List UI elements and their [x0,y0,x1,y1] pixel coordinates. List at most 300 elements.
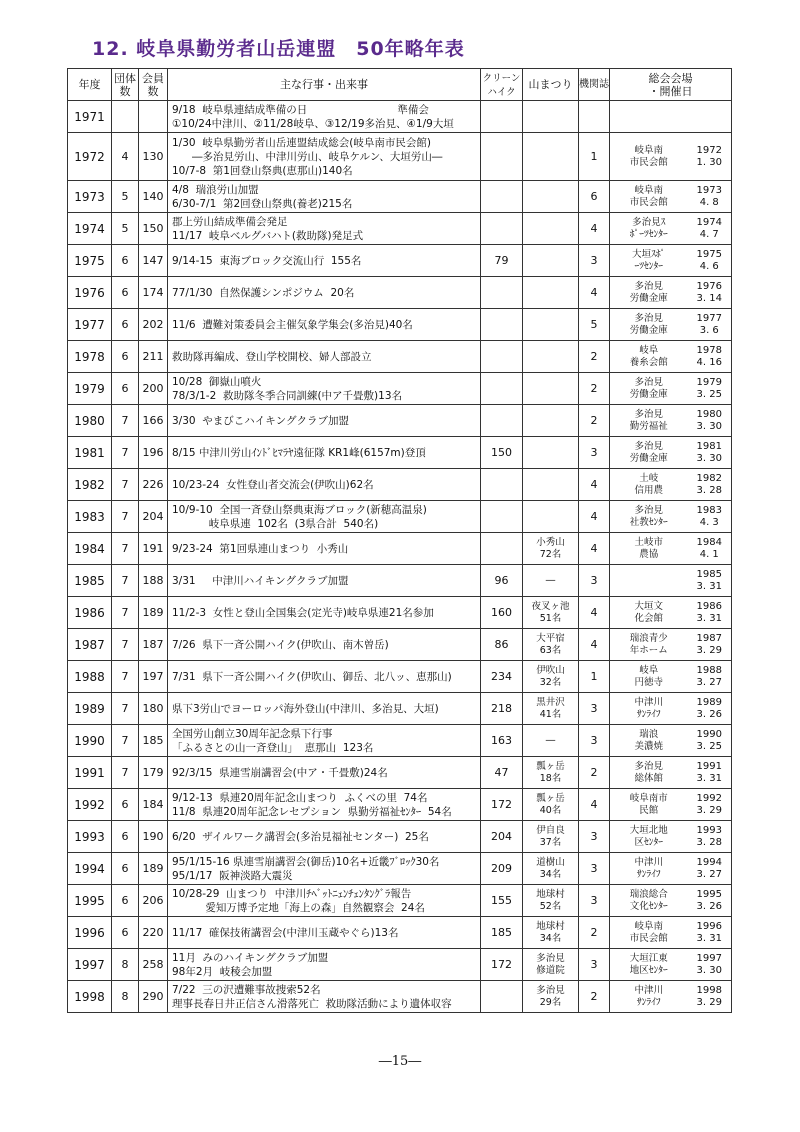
groups-cell-text: 6 [121,254,129,267]
event-line: 11月 みのハイキングクラブ加盟 [172,951,329,964]
matsuri-cell [523,789,579,821]
members-cell [139,629,168,661]
date-cell-text: 1993 3. 28 [696,824,722,848]
year-cell-text: 1978 [74,349,105,364]
cleanup-cell-text: 163 [491,734,512,747]
date-cell [688,757,732,789]
table-row [68,789,732,821]
venue-cell-text: 岐阜南 市民会館 [629,184,668,208]
date-cell-text: 1977 3. 6 [696,312,722,336]
year-cell [68,341,112,373]
date-cell-text: 1979 3. 25 [696,376,722,400]
date-cell-text: 1973 4. 8 [696,184,722,208]
journal-cell-text: 2 [590,990,598,1003]
journal-cell [579,853,610,885]
groups-cell [112,949,139,981]
members-cell [139,981,168,1013]
year-cell [68,213,112,245]
year-cell-text: 1983 [74,509,105,524]
cleanup-cell [481,501,523,533]
year-cell [68,533,112,565]
groups-cell [112,661,139,693]
matsuri-cell [523,853,579,885]
event-line: 11/2-3 女性と登山全国集会(定光寺)岐阜県連21名参加 [172,606,434,619]
journal-cell-text: 3 [590,254,598,267]
cleanup-cell [481,789,523,821]
year-cell-text: 1985 [74,573,105,588]
venue-cell [610,245,688,277]
groups-cell [112,101,139,133]
groups-cell-text: 7 [121,702,129,715]
matsuri-cell [523,341,579,373]
members-cell [139,789,168,821]
venue-cell [610,437,688,469]
cleanup-cell-text: 218 [491,702,512,715]
members-cell [139,821,168,853]
event-line: 78/3/1-2 救助隊冬季合同訓練(中ア千畳敷)13名 [172,389,402,402]
venue-cell-text: 岐阜南 市民会館 [629,144,668,168]
header-events: 主な行事・出来事 [168,69,481,101]
date-cell-text: 1982 3. 28 [696,472,722,496]
year-cell-text: 1997 [74,957,105,972]
groups-cell-text: 6 [121,798,129,811]
date-cell [688,629,732,661]
journal-cell-text: 2 [590,414,598,427]
journal-cell [579,725,610,757]
groups-cell-text: 7 [121,414,129,427]
groups-cell-text: 6 [121,830,129,843]
venue-cell-text: 岐阜南市 民館 [629,792,668,816]
header-year: 年度 [68,69,112,101]
date-cell-text: 1987 3. 29 [696,632,722,656]
year-cell-text: 1987 [74,637,105,652]
venue-cell-text: 多治見 勤労福祉 [629,408,668,432]
event-line: 6/20 ザイルワーク講習会(多治見福祉センター) 25名 [172,830,429,843]
venue-cell-text: 多治見ｽ ﾎﾟｰﾂｾﾝﾀｰ [629,216,668,240]
cleanup-cell-text: 204 [491,830,512,843]
matsuri-cell [523,101,579,133]
table-row [68,821,732,853]
year-cell-text: 1973 [74,189,105,204]
cleanup-cell [481,565,523,597]
date-cell [688,725,732,757]
event-line: 3/31 中津川ハイキングクラブ加盟 [172,574,349,587]
events-cell [168,405,481,437]
cleanup-cell [481,101,523,133]
groups-cell [112,629,139,661]
groups-cell-text: 7 [121,606,129,619]
event-line: 4/8 瑞浪労山加盟 [172,183,259,196]
date-cell [688,405,732,437]
cleanup-cell [481,693,523,725]
events-cell [168,949,481,981]
date-cell [688,789,732,821]
journal-cell-text: 4 [590,542,598,555]
venue-cell-text: 大垣文 化会館 [634,600,663,624]
date-cell-text: 1974 4. 7 [696,216,722,240]
header-matsuri: 山まつり [523,69,579,101]
groups-cell [112,981,139,1013]
journal-cell [579,661,610,693]
matsuri-cell-text: 道樹山 34名 [536,856,565,880]
cleanup-cell [481,981,523,1013]
venue-cell-text: 瑞浪 美濃焼 [634,728,663,752]
table-body [68,101,732,1013]
year-cell [68,757,112,789]
members-cell [139,341,168,373]
table-row [68,661,732,693]
groups-cell-text: 4 [121,150,129,163]
cleanup-cell [481,949,523,981]
event-line: 95/1/17 阪神淡路大震災 [172,869,293,882]
cleanup-cell [481,213,523,245]
journal-cell-text: 1 [590,150,598,163]
events-cell [168,917,481,949]
header-groups [112,69,139,101]
members-cell [139,309,168,341]
members-cell-text: 179 [142,766,164,779]
venue-cell-text: 土岐市 農協 [634,536,663,560]
members-cell [139,725,168,757]
events-cell [168,853,481,885]
year-cell-text: 1986 [74,605,105,620]
matsuri-cell-text: 地球村 34名 [536,920,565,944]
table-row [68,629,732,661]
groups-cell [112,853,139,885]
members-cell [139,101,168,133]
date-cell-text: 1976 3. 14 [696,280,722,304]
groups-cell [112,133,139,181]
header-journal: 機関誌 [579,69,610,101]
header-assembly-text: 総会会場 ・開催日 [648,71,693,98]
venue-cell [610,341,688,373]
members-cell-text: 174 [142,286,164,299]
members-cell-text: 211 [142,350,164,363]
page-number: ―15― [378,1054,422,1069]
year-cell-text: 1989 [74,701,105,716]
journal-cell [579,309,610,341]
year-cell [68,101,112,133]
events-cell [168,213,481,245]
year-cell [68,437,112,469]
members-cell-text: 204 [142,510,164,523]
date-cell [688,373,732,405]
event-line: 95/1/15-16 県連雪崩講習会(御岳)10名+近畿ﾌﾞﾛｯｸ30名 [172,855,440,868]
year-cell [68,693,112,725]
year-cell [68,277,112,309]
members-cell-text: 206 [142,894,164,907]
groups-cell [112,501,139,533]
event-line: 救助隊再編成、登山学校開校、婦人部設立 [172,350,372,363]
year-cell-text: 1998 [74,989,105,1004]
date-cell-text: 1996 3. 31 [696,920,722,944]
cleanup-cell-text: 96 [494,574,509,587]
members-cell-text: 130 [142,150,164,163]
journal-cell-text: 3 [590,830,598,843]
matsuri-cell-text: 夜叉ヶ池 51名 [531,600,570,624]
groups-cell-text: 7 [121,734,129,747]
groups-cell [112,885,139,917]
groups-cell [112,181,139,213]
year-cell [68,373,112,405]
date-cell [688,341,732,373]
groups-cell-text: 6 [121,286,129,299]
cleanup-cell-text: 234 [491,670,512,683]
year-cell-text: 1992 [74,797,105,812]
journal-cell [579,501,610,533]
date-cell [688,245,732,277]
venue-cell-text: 多治見 労働金庫 [629,376,668,400]
members-cell [139,277,168,309]
events-cell [168,885,481,917]
venue-cell-text: 多治見 総体館 [634,760,663,784]
table-row [68,757,732,789]
journal-cell [579,133,610,181]
cleanup-cell [481,917,523,949]
venue-cell [610,693,688,725]
journal-cell-text: 4 [590,606,598,619]
date-cell-text: 1989 3. 26 [696,696,722,720]
matsuri-cell [523,373,579,405]
groups-cell [112,245,139,277]
members-cell [139,661,168,693]
year-cell-text: 1995 [74,893,105,908]
cleanup-cell [481,133,523,181]
journal-cell [579,245,610,277]
date-cell-text: 1972 1. 30 [696,144,722,168]
date-cell [688,309,732,341]
members-cell [139,181,168,213]
event-line: 7/31 県下一斉公開ハイク(伊吹山、御岳、北八ッ、恵那山) [172,670,452,683]
date-cell-text: 1983 4. 3 [696,504,722,528]
year-cell-text: 1972 [74,149,105,164]
journal-cell [579,341,610,373]
events-cell [168,725,481,757]
groups-cell-text: 7 [121,542,129,555]
date-cell [688,437,732,469]
event-line: 9/14-15 東海ブロック交流山行 155名 [172,254,362,267]
matsuri-cell [523,725,579,757]
members-cell [139,501,168,533]
cleanup-cell [481,725,523,757]
date-cell [688,981,732,1013]
cleanup-cell [481,853,523,885]
members-cell [139,853,168,885]
year-cell-text: 1981 [74,445,105,460]
table-row [68,917,732,949]
date-cell [688,917,732,949]
year-cell [68,949,112,981]
journal-cell [579,597,610,629]
matsuri-cell-text: 多治見 29名 [536,984,565,1008]
year-cell-text: 1974 [74,221,105,236]
events-cell [168,101,481,133]
journal-cell [579,885,610,917]
event-line: 郡上労山結成準備会発足 [172,215,288,228]
table-row [68,245,732,277]
events-cell [168,309,481,341]
groups-cell-text: 6 [121,382,129,395]
members-cell [139,693,168,725]
year-cell [68,821,112,853]
matsuri-cell [523,693,579,725]
year-cell-text: 1984 [74,541,105,556]
date-cell [688,853,732,885]
members-cell-text: 166 [142,414,164,427]
table-row [68,341,732,373]
groups-cell-text: 6 [121,926,129,939]
matsuri-cell [523,917,579,949]
table-row [68,693,732,725]
venue-cell-text: 多治見 労働金庫 [629,312,668,336]
groups-cell-text: 5 [121,190,129,203]
events-cell [168,757,481,789]
venue-cell [610,949,688,981]
year-cell-text: 1993 [74,829,105,844]
groups-cell [112,277,139,309]
events-cell [168,181,481,213]
venue-cell [610,629,688,661]
venue-cell-text: 瑞浪青少 年ホーム [629,632,668,656]
venue-cell [610,181,688,213]
year-cell [68,661,112,693]
date-cell-text: 1975 4. 6 [696,248,722,272]
groups-cell-text: 6 [121,350,129,363]
events-cell [168,789,481,821]
cleanup-cell-text: 150 [491,446,512,459]
year-cell [68,725,112,757]
groups-cell [112,789,139,821]
journal-cell [579,757,610,789]
year-cell-text: 1975 [74,253,105,268]
groups-cell-text: 7 [121,766,129,779]
venue-cell-text: 岐阜 円徳寺 [634,664,663,688]
cleanup-cell [481,629,523,661]
events-cell [168,469,481,501]
venue-cell-text: 多治見 労働金庫 [629,440,668,464]
date-cell [688,501,732,533]
header-row [68,69,732,101]
groups-cell [112,437,139,469]
journal-cell [579,533,610,565]
year-cell [68,917,112,949]
event-line: 77/1/30 自然保護シンポジウム 20名 [172,286,355,299]
header-cleanup-text: クリーン ハイク [482,72,521,98]
matsuri-cell-text: 大平宿 63名 [536,632,565,656]
event-line: 3/30 やまびこハイキングクラブ加盟 [172,414,349,427]
year-cell [68,469,112,501]
groups-cell [112,341,139,373]
venue-cell [610,565,688,597]
members-cell [139,437,168,469]
venue-cell [610,661,688,693]
journal-cell [579,101,610,133]
date-cell-text: 1980 3. 30 [696,408,722,432]
journal-cell-text: 4 [590,478,598,491]
venue-cell [610,981,688,1013]
journal-cell-text: 4 [590,638,598,651]
cleanup-cell [481,181,523,213]
date-cell [688,597,732,629]
venue-cell [610,405,688,437]
event-line: 9/12-13 県連20周年記念山まつり ふくべの里 74名 [172,791,428,804]
cleanup-cell [481,597,523,629]
year-cell [68,245,112,277]
cleanup-cell [481,373,523,405]
journal-cell-text: 3 [590,446,598,459]
date-cell-text: 1986 3. 31 [696,600,722,624]
year-cell-text: 1976 [74,285,105,300]
members-cell-text: 185 [142,734,164,747]
date-cell-text: 1981 3. 30 [696,440,722,464]
year-cell [68,981,112,1013]
matsuri-cell [523,277,579,309]
journal-cell [579,213,610,245]
table-row [68,373,732,405]
matsuri-cell [523,661,579,693]
journal-cell-text: 3 [590,702,598,715]
table-row [68,853,732,885]
date-cell [688,949,732,981]
event-line: 「ふるさとの山一斉登山」 恵那山 123名 [172,741,374,754]
date-cell [688,277,732,309]
table-row [68,565,732,597]
members-cell [139,245,168,277]
matsuri-cell-text: 伊吹山 32名 [536,664,565,688]
cleanup-cell [481,309,523,341]
members-cell [139,917,168,949]
groups-cell [112,469,139,501]
year-cell [68,629,112,661]
matsuri-cell [523,981,579,1013]
members-cell [139,885,168,917]
venue-cell-text: 岐阜南 市民会館 [629,920,668,944]
groups-cell-text: 6 [121,862,129,875]
matsuri-cell [523,133,579,181]
cleanup-cell [481,821,523,853]
cleanup-cell-text: 172 [491,798,512,811]
matsuri-cell [523,885,579,917]
venue-cell-text: 中津川 ｻﾝﾗｲﾌ [634,984,663,1008]
venue-cell-text: 多治見 社教ｾﾝﾀｰ [629,504,668,528]
header-members-text: 会員 数 [142,71,164,98]
groups-cell [112,821,139,853]
matsuri-cell [523,437,579,469]
events-cell [168,597,481,629]
venue-cell-text: 大垣江東 地区ｾﾝﾀｰ [629,952,668,976]
date-cell [688,565,732,597]
event-line: 7/26 県下一斉公開ハイク(伊吹山、南木曽岳) [172,638,389,651]
table-row [68,725,732,757]
journal-cell-text: 1 [590,670,598,683]
venue-cell [610,533,688,565]
journal-cell [579,277,610,309]
journal-cell-text: 2 [590,766,598,779]
members-cell-text: 140 [142,190,164,203]
venue-cell [610,469,688,501]
venue-cell [610,725,688,757]
groups-cell-text: 7 [121,638,129,651]
cleanup-cell-text: 160 [491,606,512,619]
date-cell-text: 1994 3. 27 [696,856,722,880]
event-line: 9/18 岐阜県連結成準備の日 準備会 [172,103,429,116]
matsuri-cell-text: 伊自良 37名 [536,824,565,848]
table-row [68,181,732,213]
journal-cell [579,469,610,501]
date-cell [688,181,732,213]
date-cell [688,469,732,501]
groups-cell-text: 7 [121,478,129,491]
